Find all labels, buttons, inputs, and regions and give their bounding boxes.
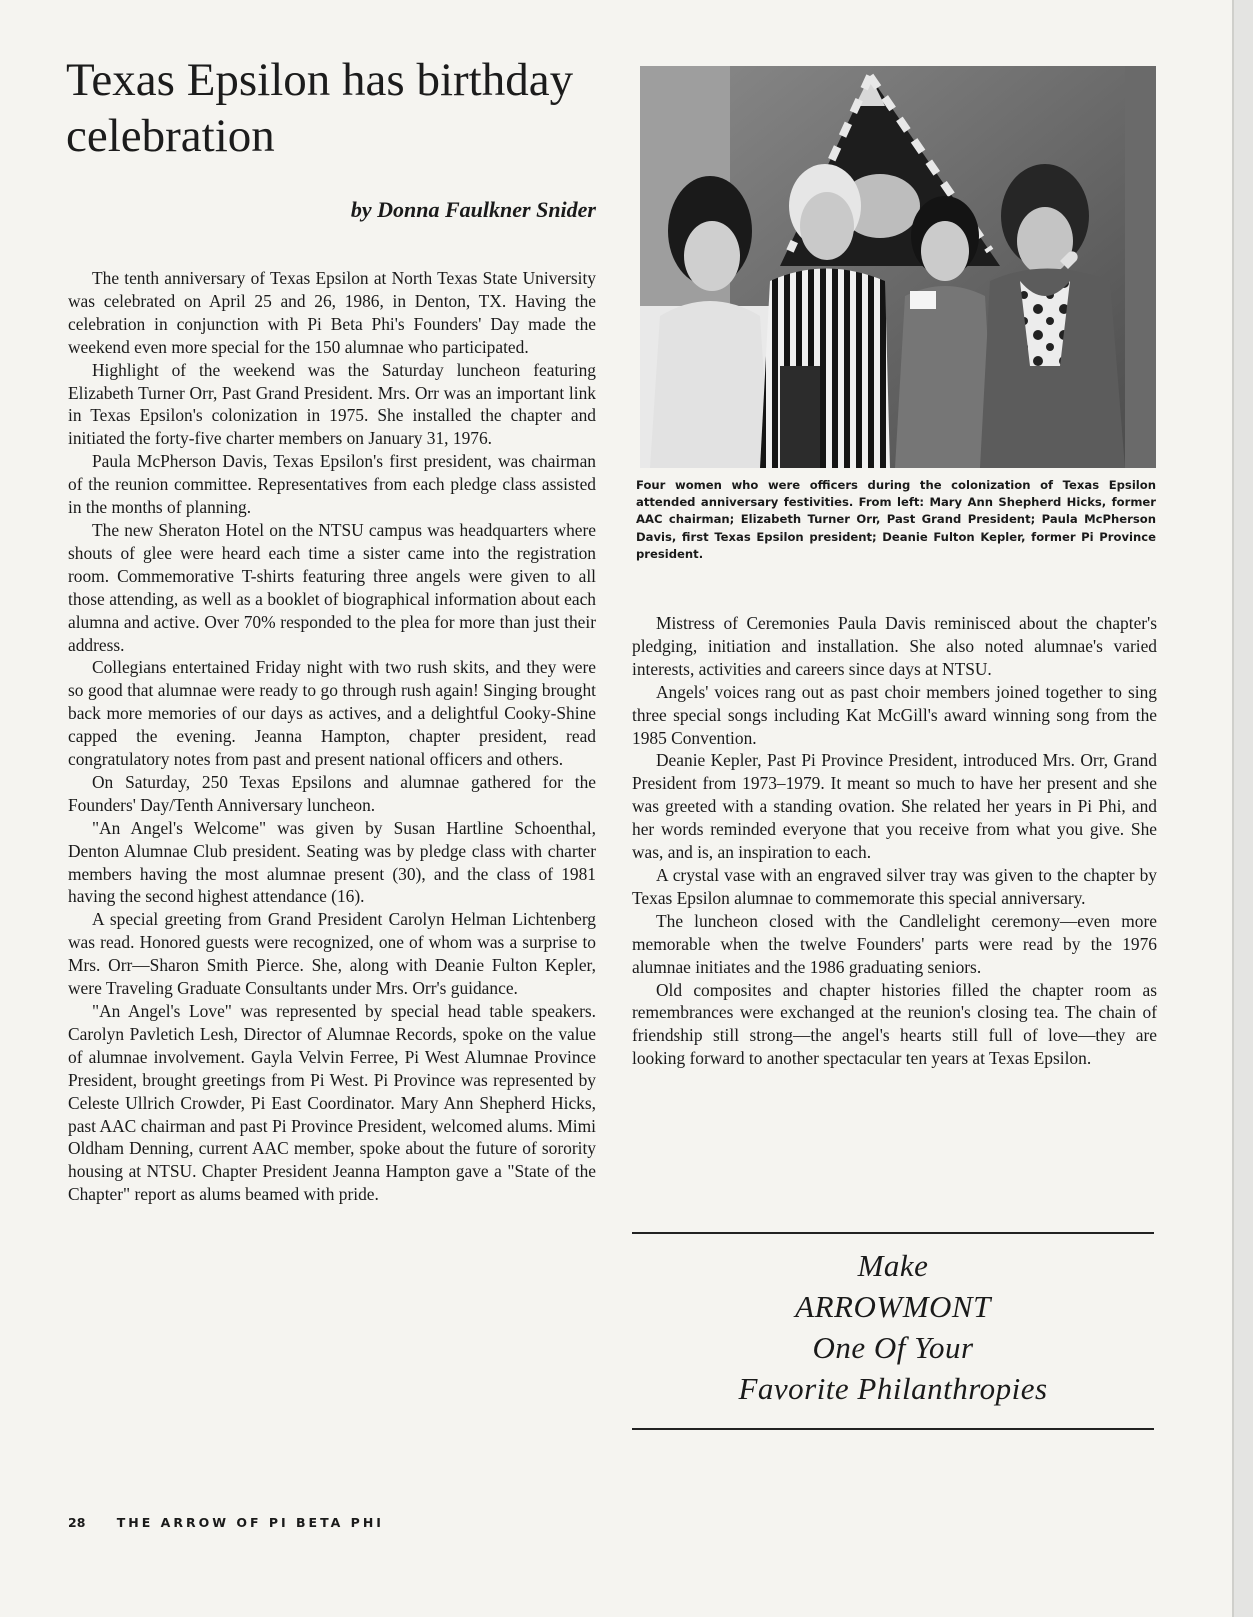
article-byline: by Donna Faulkner Snider	[350, 197, 596, 222]
promo-line: One Of Your	[812, 1330, 974, 1365]
promo-line: ARROWMONT	[795, 1289, 991, 1324]
paragraph: Old composites and chapter histories filled the chapter room as remembrances were exchanged at the reunion's closing tea. The chain of friendship still strong—the angel's hearts still full of love—they are looking forward to another spectacular ten years at Texas Epsilon.	[632, 979, 1157, 1069]
page-footer	[68, 1515, 384, 1530]
paragraph: A special greeting from Grand President Carolyn Helman Lichtenberg was read. Honored guests were recognized, one of whom was a surprise to Mrs. Orr—Sharon Smith Pierce. She, along with Deanie Fulton Kepler, were Traveling Graduate Consultants under Mrs. Orr's guidance.	[68, 909, 596, 999]
photo-caption: Four women who were officers during the colonization of Texas Epsilon attended anniversary festivities. From left: Mary Ann Shepherd Hicks, former AAC chairman; Elizabeth Turner Orr, Past Grand President; Paula McPherson Davis, first Texas Epsilon president; Deanie Fulton Kepler, former Pi Province president.	[636, 478, 1156, 561]
paragraph: Collegians entertained Friday night with two rush skits, and they were so good that alumnae were ready to go through rush again! Singing brought back more memories of our days as actives, and a delightful Cooky-Shine capped the evening. Jeanna Hampton, chapter president, read congratulatory notes from past and present national officers and others.	[68, 657, 596, 770]
promo-line: Favorite Philanthropies	[738, 1371, 1048, 1406]
article-title: Texas Epsilon has birthday celebration	[66, 54, 574, 162]
paragraph: Paula McPherson Davis, Texas Epsilon's first president, was chairman of the reunion committee. Representatives from each pledge class assisted in the months of planning.	[68, 451, 596, 518]
paragraph: On Saturday, 250 Texas Epsilons and alumnae gathered for the Founders' Day/Tenth Anniversary luncheon.	[68, 771, 596, 815]
paragraph: The luncheon closed with the Candlelight ceremony—even more memorable when the twelve Founders' parts were read by the 1976 alumnae initiates and the 1986 graduating seniors.	[632, 910, 1157, 977]
paragraph: The tenth anniversary of Texas Epsilon at North Texas State University was celebrated on April 25 and 26, 1986, in Denton, TX. Having the celebration in conjunction with Pi Beta Phi's Founders' Day made the weekend even more special for the 150 alumnae who participated.	[68, 268, 596, 357]
paragraph: Angels' voices rang out as past choir members joined together to sing three special songs including Kat McGill's award winning song from the 1985 Convention.	[632, 681, 1157, 748]
paragraph: "An Angel's Welcome" was given by Susan Hartline Schoenthal, Denton Alumnae Club president. Seating was by pledge class with charter members having the most alumnae present (30), and the class of 1981 having the second highest attendance (16).	[68, 817, 596, 907]
group-photo	[640, 66, 1156, 468]
arrowmont-promo	[632, 1245, 1154, 1409]
paragraph: Deanie Kepler, Past Pi Province President, introduced Mrs. Orr, Grand President from 1973–1979. It meant so much to have her present and she was greeted with a standing ovation. She related her years in Pi Phi, and her words reminded everyone that you receive from what you give. She was, and is, an inspiration to each.	[632, 750, 1157, 863]
paragraph: "An Angel's Love" was represented by special head table speakers. Carolyn Pavletich Lesh, Director of Alumnae Records, spoke on the value of alumnae involvement. Gayla Velvin Ferree, Pi West Alumnae Province President, brought greetings from Pi West. Pi Province was represented by Celeste Ullrich Crowder, Pi East Coordinator. Mary Ann Shepherd Hicks, past AAC chairman and past Pi Province President, welcomed alums. Mimi Oldham Denning, current AAC member, spoke about the future of sorority housing at NTSU. Chapter President Jeanna Hampton gave a "State of the Chapter" report as alums beamed with pride.	[68, 1001, 596, 1205]
article-column-right	[632, 612, 1157, 1070]
group-photo-illustration	[640, 66, 1156, 468]
paragraph: The new Sheraton Hotel on the NTSU campus was headquarters where shouts of glee were heard each time a sister came into the registration room. Commemorative T-shirts featuring three angels were given to all those attending, as well as a booklet of biographical information about each alumna and active. Over 70% responded to the plea for more than just their address.	[68, 519, 596, 655]
promo-top-rule	[632, 1232, 1154, 1234]
publication-name: THE ARROW OF PI BETA PHI	[116, 1515, 384, 1530]
paragraph: Mistress of Ceremonies Paula Davis reminisced about the chapter's pledging, initiation and installation. She also noted alumnae's varied interests, activities and careers since days at NTSU.	[632, 613, 1157, 679]
promo-line: Make	[857, 1248, 929, 1283]
paragraph: A crystal vase with an engraved silver tray was given to the chapter by Texas Epsilon alumnae to commemorate this special anniversary.	[632, 864, 1157, 908]
page-number: 28	[68, 1515, 86, 1530]
paragraph: Highlight of the weekend was the Saturday luncheon featuring Elizabeth Turner Orr, Past Grand President. Mrs. Orr was an important link in Texas Epsilon's colonization in 1975. She installed the chapter and initiated the forty-five charter members on January 31, 1976.	[68, 359, 596, 449]
promo-bottom-rule	[632, 1428, 1154, 1430]
article-column-left	[68, 267, 596, 1206]
